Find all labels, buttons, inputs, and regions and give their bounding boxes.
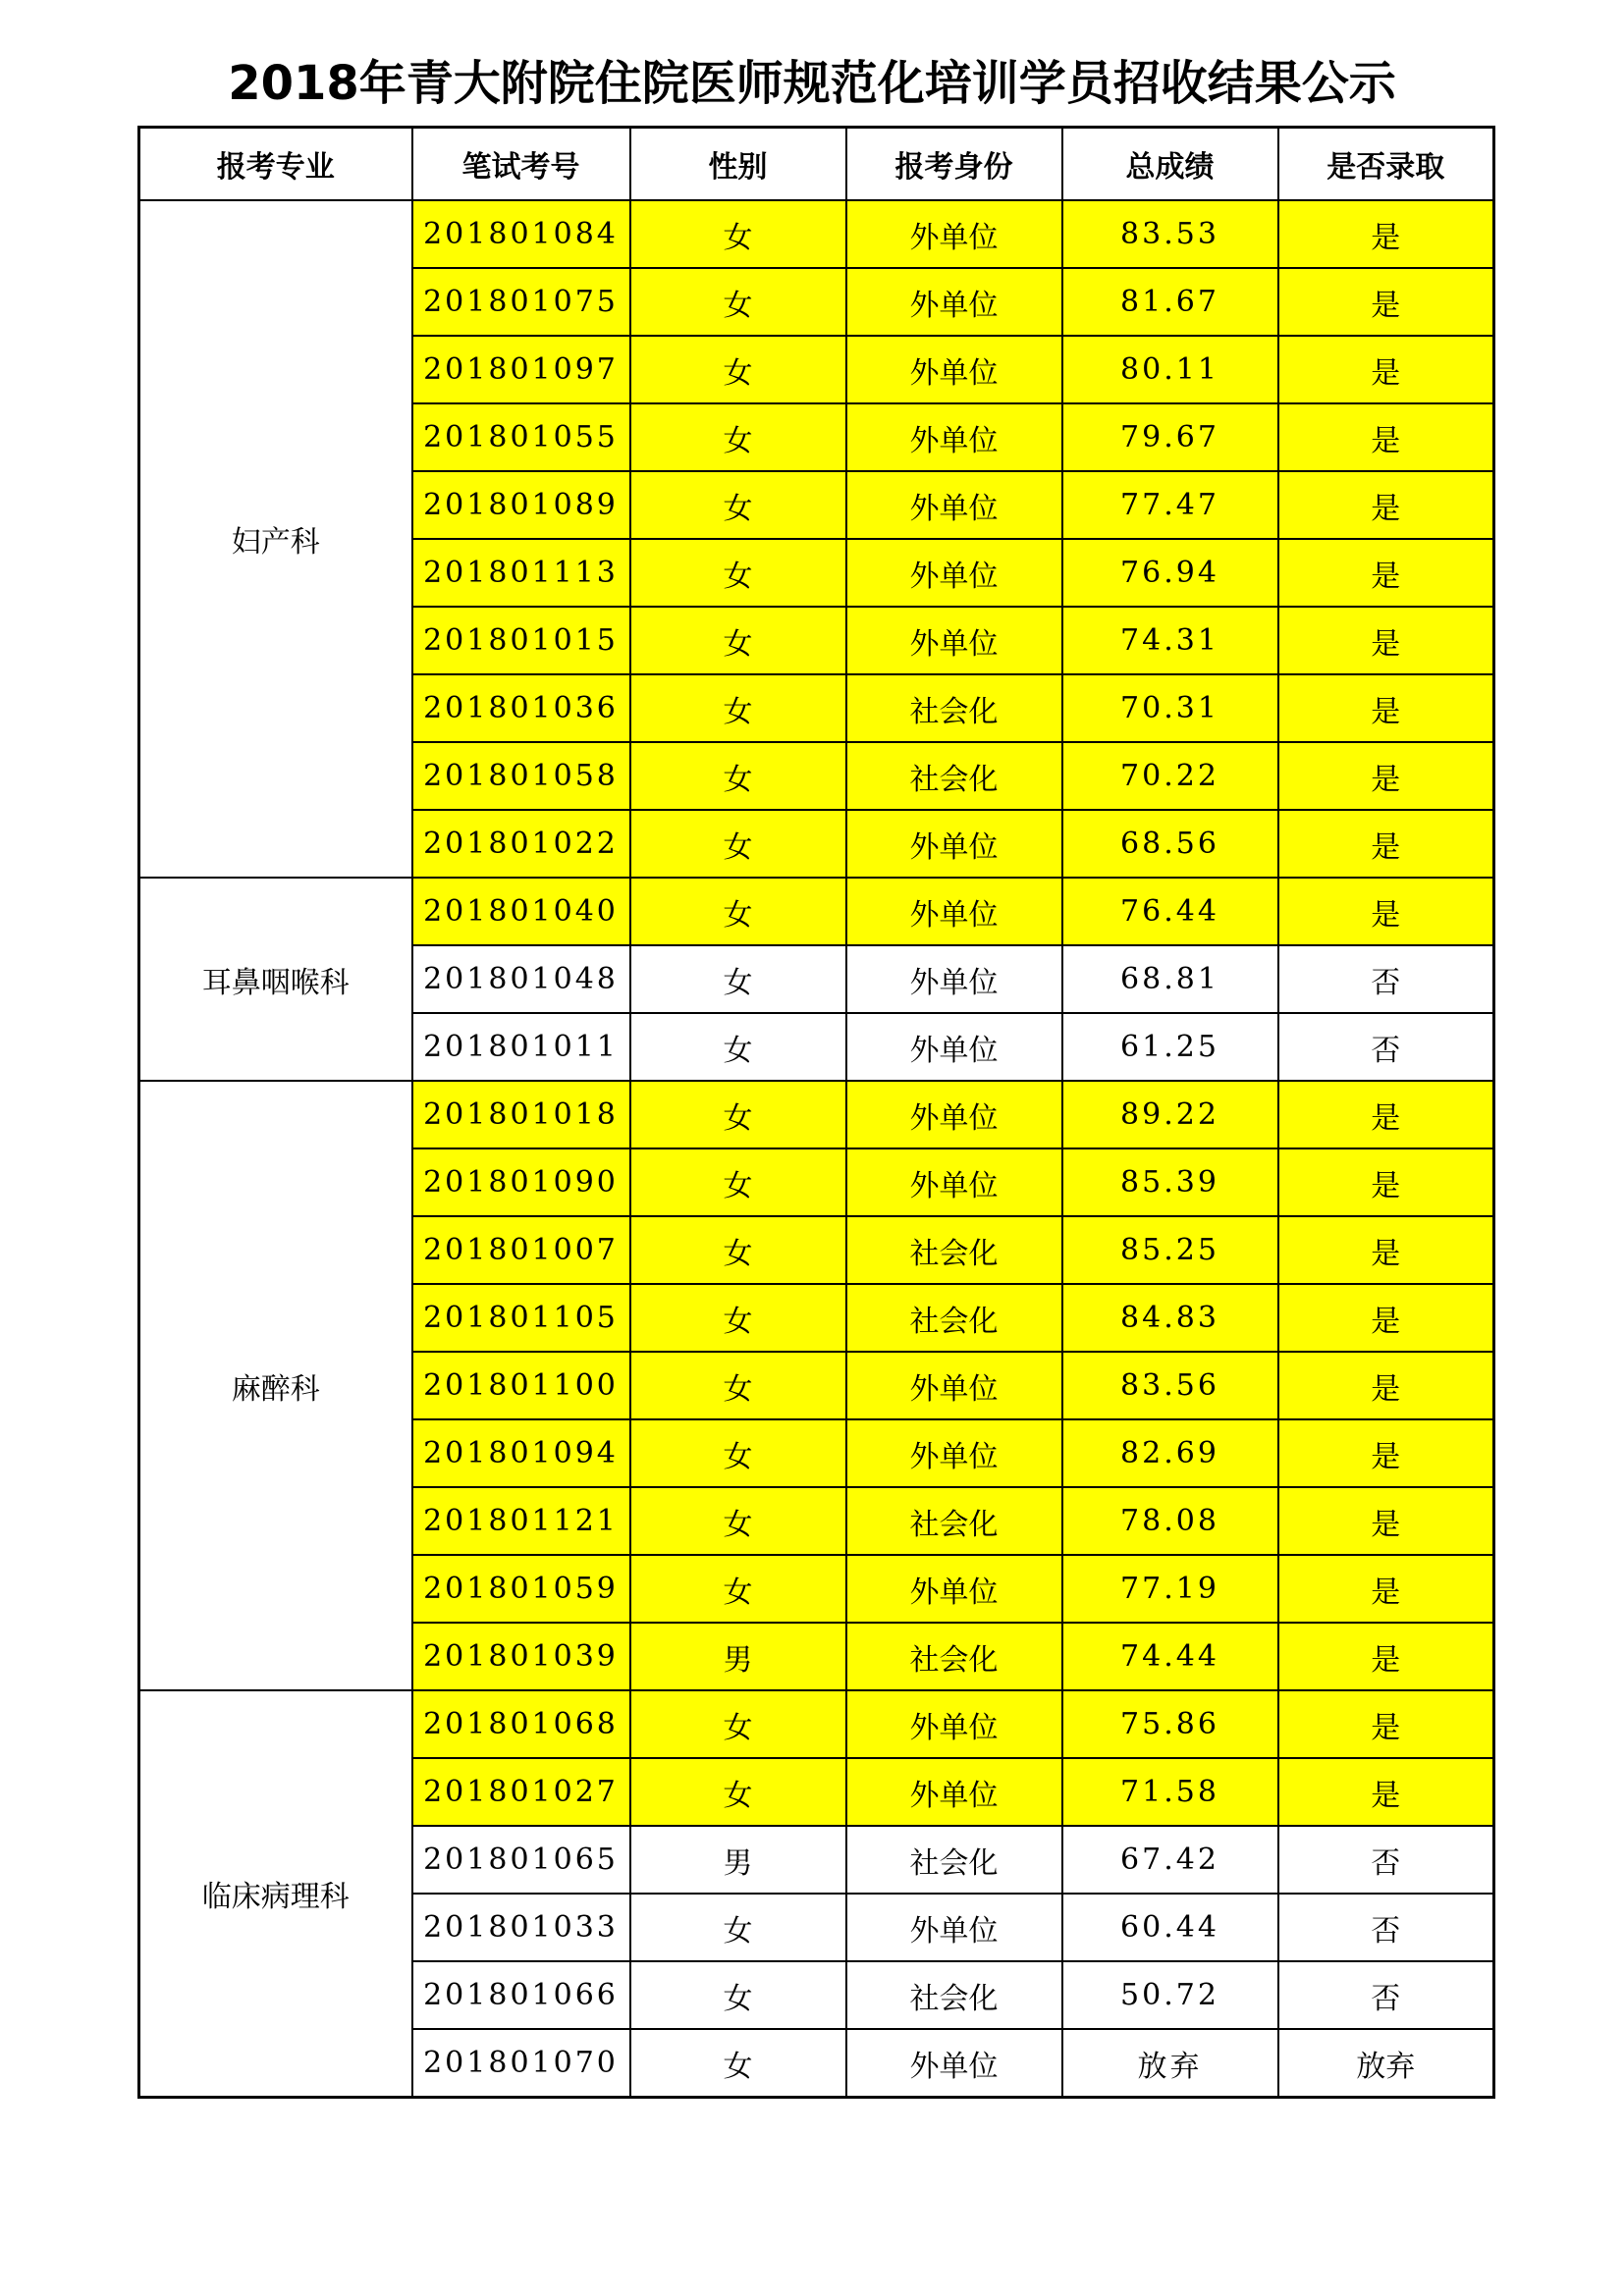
- exam-id-cell: 201801039: [412, 1623, 630, 1690]
- admitted-cell: 否: [1278, 1013, 1494, 1081]
- identity-cell: 社会化: [846, 1623, 1062, 1690]
- admitted-cell: 是: [1278, 200, 1494, 268]
- total-score-cell: 74.44: [1062, 1623, 1278, 1690]
- total-score-cell: 77.19: [1062, 1555, 1278, 1623]
- exam-id-cell: 201801084: [412, 200, 630, 268]
- header-total-score: 总成绩: [1062, 128, 1278, 201]
- identity-cell: 外单位: [846, 1690, 1062, 1758]
- identity-cell: 社会化: [846, 1216, 1062, 1284]
- identity-cell: 外单位: [846, 539, 1062, 607]
- sex-cell: 女: [630, 1690, 846, 1758]
- identity-cell: 外单位: [846, 1013, 1062, 1081]
- admitted-cell: 是: [1278, 1690, 1494, 1758]
- identity-cell: 外单位: [846, 471, 1062, 539]
- sex-cell: 女: [630, 268, 846, 336]
- admitted-cell: 是: [1278, 539, 1494, 607]
- exam-id-cell: 201801048: [412, 945, 630, 1013]
- admitted-cell: 否: [1278, 1961, 1494, 2029]
- identity-cell: 社会化: [846, 1961, 1062, 2029]
- total-score-cell: 68.56: [1062, 810, 1278, 878]
- sex-cell: 女: [630, 742, 846, 810]
- admitted-cell: 否: [1278, 1894, 1494, 1961]
- total-score-cell: 83.56: [1062, 1352, 1278, 1419]
- total-score-cell: 79.67: [1062, 403, 1278, 471]
- admitted-cell: 是: [1278, 403, 1494, 471]
- sex-cell: 女: [630, 336, 846, 403]
- header-specialty: 报考专业: [139, 128, 412, 201]
- admitted-cell: 是: [1278, 674, 1494, 742]
- table-row: [139, 878, 1494, 945]
- exam-id-cell: 201801065: [412, 1826, 630, 1894]
- exam-id-cell: 201801036: [412, 674, 630, 742]
- total-score-cell: 61.25: [1062, 1013, 1278, 1081]
- exam-id-cell: 201801097: [412, 336, 630, 403]
- identity-cell: 外单位: [846, 336, 1062, 403]
- specialty-cell: 耳鼻咽喉科: [139, 878, 412, 1081]
- sex-cell: 女: [630, 1487, 846, 1555]
- total-score-cell: 77.47: [1062, 471, 1278, 539]
- total-score-cell: 78.08: [1062, 1487, 1278, 1555]
- total-score-cell: 81.67: [1062, 268, 1278, 336]
- admitted-cell: 是: [1278, 607, 1494, 674]
- total-score-cell: 84.83: [1062, 1284, 1278, 1352]
- admitted-cell: 是: [1278, 1352, 1494, 1419]
- admitted-cell: 是: [1278, 1623, 1494, 1690]
- total-score-cell: 70.22: [1062, 742, 1278, 810]
- sex-cell: 女: [630, 1081, 846, 1148]
- identity-cell: 外单位: [846, 403, 1062, 471]
- admitted-cell: 是: [1278, 268, 1494, 336]
- total-score-cell: 85.25: [1062, 1216, 1278, 1284]
- total-score-cell: 82.69: [1062, 1419, 1278, 1487]
- exam-id-cell: 201801033: [412, 1894, 630, 1961]
- admitted-cell: 否: [1278, 945, 1494, 1013]
- identity-cell: 外单位: [846, 268, 1062, 336]
- admitted-cell: 是: [1278, 1148, 1494, 1216]
- sex-cell: 女: [630, 1419, 846, 1487]
- total-score-cell: 80.11: [1062, 336, 1278, 403]
- specialty-cell: 麻醉科: [139, 1081, 412, 1690]
- total-score-cell: 74.31: [1062, 607, 1278, 674]
- exam-id-cell: 201801015: [412, 607, 630, 674]
- specialty-cell: 妇产科: [139, 200, 412, 878]
- admitted-cell: 否: [1278, 1826, 1494, 1894]
- exam-id-cell: 201801058: [412, 742, 630, 810]
- identity-cell: 外单位: [846, 607, 1062, 674]
- identity-cell: 社会化: [846, 1284, 1062, 1352]
- exam-id-cell: 201801090: [412, 1148, 630, 1216]
- total-score-cell: 71.58: [1062, 1758, 1278, 1826]
- exam-id-cell: 201801055: [412, 403, 630, 471]
- identity-cell: 外单位: [846, 1758, 1062, 1826]
- identity-cell: 外单位: [846, 1894, 1062, 1961]
- specialty-cell: 临床病理科: [139, 1690, 412, 2098]
- total-score-cell: 89.22: [1062, 1081, 1278, 1148]
- table-row: [139, 1690, 1494, 1758]
- sex-cell: 女: [630, 878, 846, 945]
- identity-cell: 外单位: [846, 1148, 1062, 1216]
- sex-cell: 女: [630, 607, 846, 674]
- identity-cell: 外单位: [846, 1555, 1062, 1623]
- exam-id-cell: 201801022: [412, 810, 630, 878]
- table-row: [139, 1081, 1494, 1148]
- identity-cell: 外单位: [846, 878, 1062, 945]
- total-score-cell: 60.44: [1062, 1894, 1278, 1961]
- sex-cell: 女: [630, 1961, 846, 2029]
- admitted-cell: 是: [1278, 878, 1494, 945]
- sex-cell: 女: [630, 403, 846, 471]
- header-exam-id: 笔试考号: [412, 128, 630, 201]
- admitted-cell: 是: [1278, 1216, 1494, 1284]
- exam-id-cell: 201801040: [412, 878, 630, 945]
- total-score-cell: 50.72: [1062, 1961, 1278, 2029]
- identity-cell: 外单位: [846, 810, 1062, 878]
- total-score-cell: 83.53: [1062, 200, 1278, 268]
- exam-id-cell: 201801066: [412, 1961, 630, 2029]
- results-table: [137, 126, 1495, 2099]
- sex-cell: 男: [630, 1623, 846, 1690]
- admitted-cell: 是: [1278, 1081, 1494, 1148]
- admitted-cell: 是: [1278, 1555, 1494, 1623]
- header-sex: 性别: [630, 128, 846, 201]
- sex-cell: 女: [630, 471, 846, 539]
- total-score-cell: 76.44: [1062, 878, 1278, 945]
- sex-cell: 女: [630, 1216, 846, 1284]
- header-admitted: 是否录取: [1278, 128, 1494, 201]
- sex-cell: 男: [630, 1826, 846, 1894]
- sex-cell: 女: [630, 539, 846, 607]
- page-title: 2018年青大附院住院医师规范化培训学员招收结果公示: [228, 56, 1396, 111]
- admitted-cell: 是: [1278, 1419, 1494, 1487]
- admitted-cell: 是: [1278, 1487, 1494, 1555]
- total-score-cell: 70.31: [1062, 674, 1278, 742]
- exam-id-cell: 201801007: [412, 1216, 630, 1284]
- total-score-cell: 67.42: [1062, 1826, 1278, 1894]
- exam-id-cell: 201801059: [412, 1555, 630, 1623]
- admitted-cell: 是: [1278, 1758, 1494, 1826]
- table-row: [139, 200, 1494, 268]
- exam-id-cell: 201801121: [412, 1487, 630, 1555]
- sex-cell: 女: [630, 945, 846, 1013]
- identity-cell: 社会化: [846, 674, 1062, 742]
- admitted-cell: 是: [1278, 1284, 1494, 1352]
- exam-id-cell: 201801094: [412, 1419, 630, 1487]
- identity-cell: 社会化: [846, 742, 1062, 810]
- identity-cell: 外单位: [846, 945, 1062, 1013]
- total-score-cell: 68.81: [1062, 945, 1278, 1013]
- exam-id-cell: 201801105: [412, 1284, 630, 1352]
- exam-id-cell: 201801089: [412, 471, 630, 539]
- sex-cell: 女: [630, 200, 846, 268]
- sex-cell: 女: [630, 1284, 846, 1352]
- sex-cell: 女: [630, 1555, 846, 1623]
- exam-id-cell: 201801070: [412, 2029, 630, 2098]
- total-score-cell: 放弃: [1062, 2029, 1278, 2098]
- sex-cell: 女: [630, 674, 846, 742]
- identity-cell: 社会化: [846, 1487, 1062, 1555]
- identity-cell: 外单位: [846, 1352, 1062, 1419]
- exam-id-cell: 201801027: [412, 1758, 630, 1826]
- sex-cell: 女: [630, 1013, 846, 1081]
- exam-id-cell: 201801068: [412, 1690, 630, 1758]
- sex-cell: 女: [630, 2029, 846, 2098]
- sex-cell: 女: [630, 1148, 846, 1216]
- exam-id-cell: 201801075: [412, 268, 630, 336]
- admitted-cell: 放弃: [1278, 2029, 1494, 2098]
- exam-id-cell: 201801011: [412, 1013, 630, 1081]
- total-score-cell: 85.39: [1062, 1148, 1278, 1216]
- total-score-cell: 76.94: [1062, 539, 1278, 607]
- admitted-cell: 是: [1278, 471, 1494, 539]
- sex-cell: 女: [630, 1352, 846, 1419]
- identity-cell: 外单位: [846, 1419, 1062, 1487]
- header-identity: 报考身份: [846, 128, 1062, 201]
- identity-cell: 社会化: [846, 1826, 1062, 1894]
- sex-cell: 女: [630, 1758, 846, 1826]
- exam-id-cell: 201801100: [412, 1352, 630, 1419]
- exam-id-cell: 201801018: [412, 1081, 630, 1148]
- admitted-cell: 是: [1278, 336, 1494, 403]
- exam-id-cell: 201801113: [412, 539, 630, 607]
- admitted-cell: 是: [1278, 742, 1494, 810]
- results-body: [139, 200, 1494, 2098]
- sex-cell: 女: [630, 810, 846, 878]
- admitted-cell: 是: [1278, 810, 1494, 878]
- identity-cell: 外单位: [846, 1081, 1062, 1148]
- total-score-cell: 75.86: [1062, 1690, 1278, 1758]
- identity-cell: 外单位: [846, 2029, 1062, 2098]
- sex-cell: 女: [630, 1894, 846, 1961]
- header-row: [139, 128, 1494, 201]
- identity-cell: 外单位: [846, 200, 1062, 268]
